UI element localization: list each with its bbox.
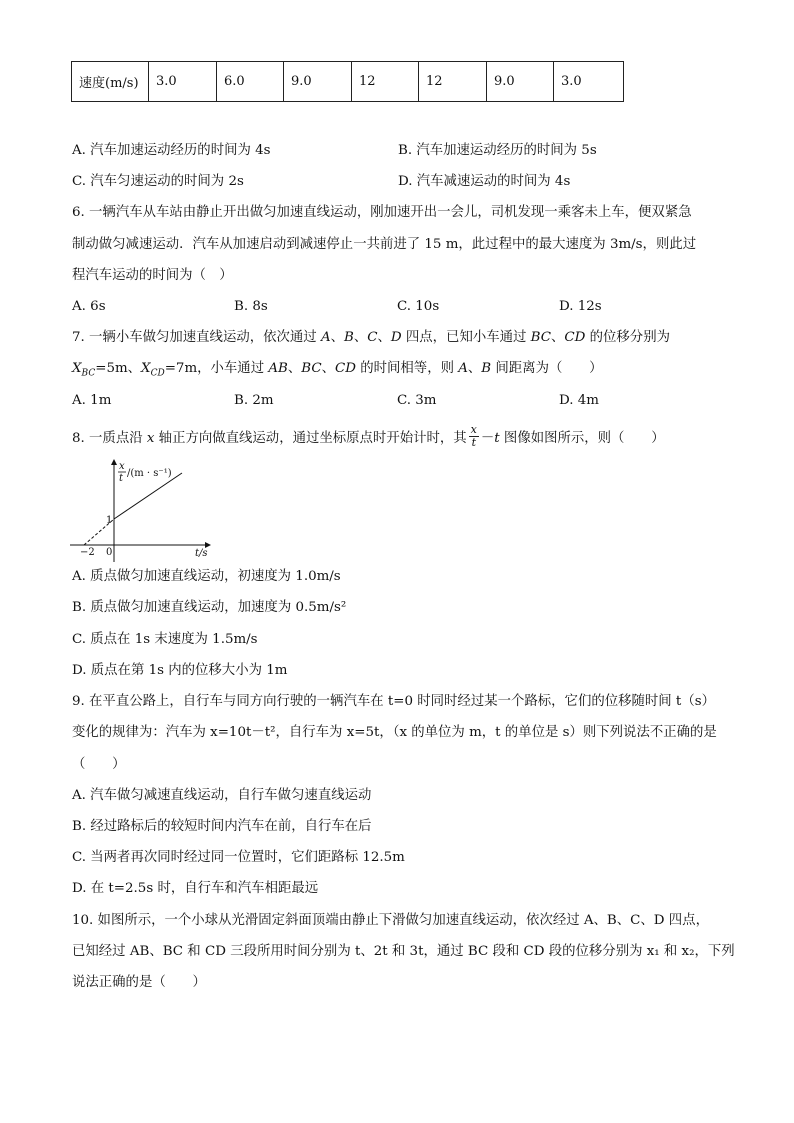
q9-stem-line-2: 变化的规律为：汽车为 x=10t－t²，自行车为 x=5t，（x 的单位为 m，t 的单位是 s）则下列说法不正确的是 xyxy=(72,725,717,740)
fraction-x-over-t xyxy=(469,424,479,449)
x-axis-label: t/s xyxy=(195,548,208,559)
q6-option-c[interactable]: C. 10s xyxy=(397,299,440,314)
speed-table xyxy=(71,61,624,102)
q9-stem-line-3: （ ） xyxy=(72,757,126,772)
q6-option-d[interactable]: D. 12s xyxy=(559,299,602,314)
segment-cd: CD xyxy=(564,330,586,345)
text: － xyxy=(480,431,495,446)
symbol-x: X xyxy=(72,361,82,376)
text: =7m，小车通过 xyxy=(164,361,269,376)
q10-stem-line-1: 10. 如图所示，一个小球从光滑固定斜面顶端由静止下滑做匀加速直线运动，依次经过 A、B、C、D 四点， xyxy=(72,913,709,928)
q7-option-c[interactable]: C. 3m xyxy=(397,393,437,408)
xt-t-graph xyxy=(70,456,220,564)
q7-stem-line-1: 7. 一辆小车做匀加速直线运动，依次通过 A、B、C、D 四点，已知小车通过 BC、CD 的位移分别为 xyxy=(72,330,670,345)
q8-option-a[interactable]: A. 质点做匀加速直线运动，初速度为 1.0m/s xyxy=(72,569,341,584)
text: 图像如图所示，则（ ） xyxy=(499,431,665,446)
text: 的时间相等，则 xyxy=(355,361,459,376)
table-row-label: 速度(m/s) xyxy=(72,62,149,102)
q8-option-c[interactable]: C. 质点在 1s 末速度为 1.5m/s xyxy=(72,632,258,647)
text: 8. 一质点沿 xyxy=(72,431,147,446)
data-line xyxy=(114,473,182,519)
q9-option-b[interactable]: B. 经过路标后的较短时间内汽车在前，自行车在后 xyxy=(72,819,372,834)
symbol-x: x xyxy=(146,431,155,446)
text: 轴正方向做直线运动，通过坐标原点时开始计时，其 xyxy=(154,431,467,446)
y-axis-unit: /(m · s⁻¹) xyxy=(127,468,172,479)
text: 的位移分别为 xyxy=(585,330,670,345)
q9-option-c[interactable]: C. 当两者再次同时经过同一位置时，它们距路标 12.5m xyxy=(72,850,405,865)
point-a: A xyxy=(320,330,331,345)
tick-label-1: 1 xyxy=(106,515,113,526)
table-cell: 3.0 xyxy=(149,62,217,102)
q7-stem-line-2: $X_{BC}=5m$、$X_{CD}=7m$，小车通过 AB、BC、CD 的时间相等，则 A、B 间距离为（ ） xyxy=(72,361,603,379)
point-b: B xyxy=(481,361,492,376)
q6-stem-line-3: 程汽车运动的时间为（ ） xyxy=(72,268,233,283)
table-cell: 3.0 xyxy=(554,62,624,102)
y-label-denominator: t xyxy=(119,473,124,484)
text: =5m、 xyxy=(95,361,142,376)
q5-option-a[interactable]: A. 汽车加速运动经历的时间为 4s xyxy=(72,143,271,158)
q10-stem-line-3: 说法正确的是（ ） xyxy=(72,975,206,990)
q7-option-b[interactable]: B. 2m xyxy=(234,393,274,408)
fraction-numerator: x xyxy=(470,423,477,436)
point-a: A xyxy=(458,361,468,376)
q9-stem-line-1: 9. 在平直公路上，自行车与同方向行驶的一辆汽车在 t=0 时同时经过某一个路标，它们的位移随时间 t（s） xyxy=(72,694,715,709)
q10-stem-line-2: 已知经过 AB、BC 和 CD 三段所用时间分别为 t、2t 和 3t，通过 BC 段和 CD 段的位移分别为 x₁ 和 x₂，下列 xyxy=(72,944,735,959)
q9-option-d[interactable]: D. 在 t=2.5s 时，自行车和汽车相距最远 xyxy=(72,881,319,896)
q6-stem-line-1: 6. 一辆汽车从车站由静止开出做匀加速直线运动，刚加速开出一会儿，司机发现一乘客未上车，便双紧急 xyxy=(72,205,692,220)
segment-bc: BC xyxy=(301,361,322,376)
q7-option-d[interactable]: D. 4m xyxy=(559,393,599,408)
segment-cd: CD xyxy=(335,361,356,376)
point-c: C xyxy=(367,330,378,345)
text: 间距离为（ ） xyxy=(491,361,603,376)
q5-option-c[interactable]: C. 汽车匀速运动的时间为 2s xyxy=(72,174,244,189)
q9-option-a[interactable]: A. 汽车做匀减速直线运动，自行车做匀速直线运动 xyxy=(72,788,372,803)
q7-option-a[interactable]: A. 1m xyxy=(72,393,112,408)
table-cell: 9.0 xyxy=(284,62,352,102)
q6-option-a[interactable]: A. 6s xyxy=(72,299,106,314)
q6-option-b[interactable]: B. 8s xyxy=(234,299,268,314)
q5-option-d[interactable]: D. 汽车减速运动的时间为 4s xyxy=(398,174,571,189)
table-cell: 12 xyxy=(352,62,419,102)
table-cell: 12 xyxy=(419,62,487,102)
table-cell: 9.0 xyxy=(487,62,554,102)
subscript-bc: BC xyxy=(81,368,96,379)
table-cell: 6.0 xyxy=(217,62,284,102)
y-label-numerator: x xyxy=(119,461,125,472)
point-d: D xyxy=(390,330,402,345)
q8-option-d[interactable]: D. 质点在第 1s 内的位移大小为 1m xyxy=(72,663,288,678)
segment-ab: AB xyxy=(268,361,288,376)
table-row xyxy=(72,62,624,102)
q5-option-b[interactable]: B. 汽车加速运动经历的时间为 5s xyxy=(398,143,597,158)
segment-bc: BC xyxy=(530,330,551,345)
q8-option-b[interactable]: B. 质点做匀加速直线运动，加速度为 0.5m/s² xyxy=(72,600,347,615)
symbol-x: X xyxy=(141,361,151,376)
subscript-cd: CD xyxy=(150,368,165,379)
fraction-denominator: t xyxy=(471,436,476,449)
point-b: B xyxy=(344,330,354,345)
q8-stem-line-1 xyxy=(72,423,665,451)
text: 7. 一辆小车做匀加速直线运动，依次通过 xyxy=(72,330,321,345)
symbol-t: t xyxy=(494,431,500,446)
text: 四点，已知小车通过 xyxy=(401,330,531,345)
q6-stem-line-2: 制动做匀减速运动．汽车从加速启动到减速停止一共前进了 15 m，此过程中的最大速度为 3m/s，则此过 xyxy=(72,237,697,252)
tick-label-neg2: −2 xyxy=(80,547,95,558)
tick-label-0: 0 xyxy=(106,547,113,558)
